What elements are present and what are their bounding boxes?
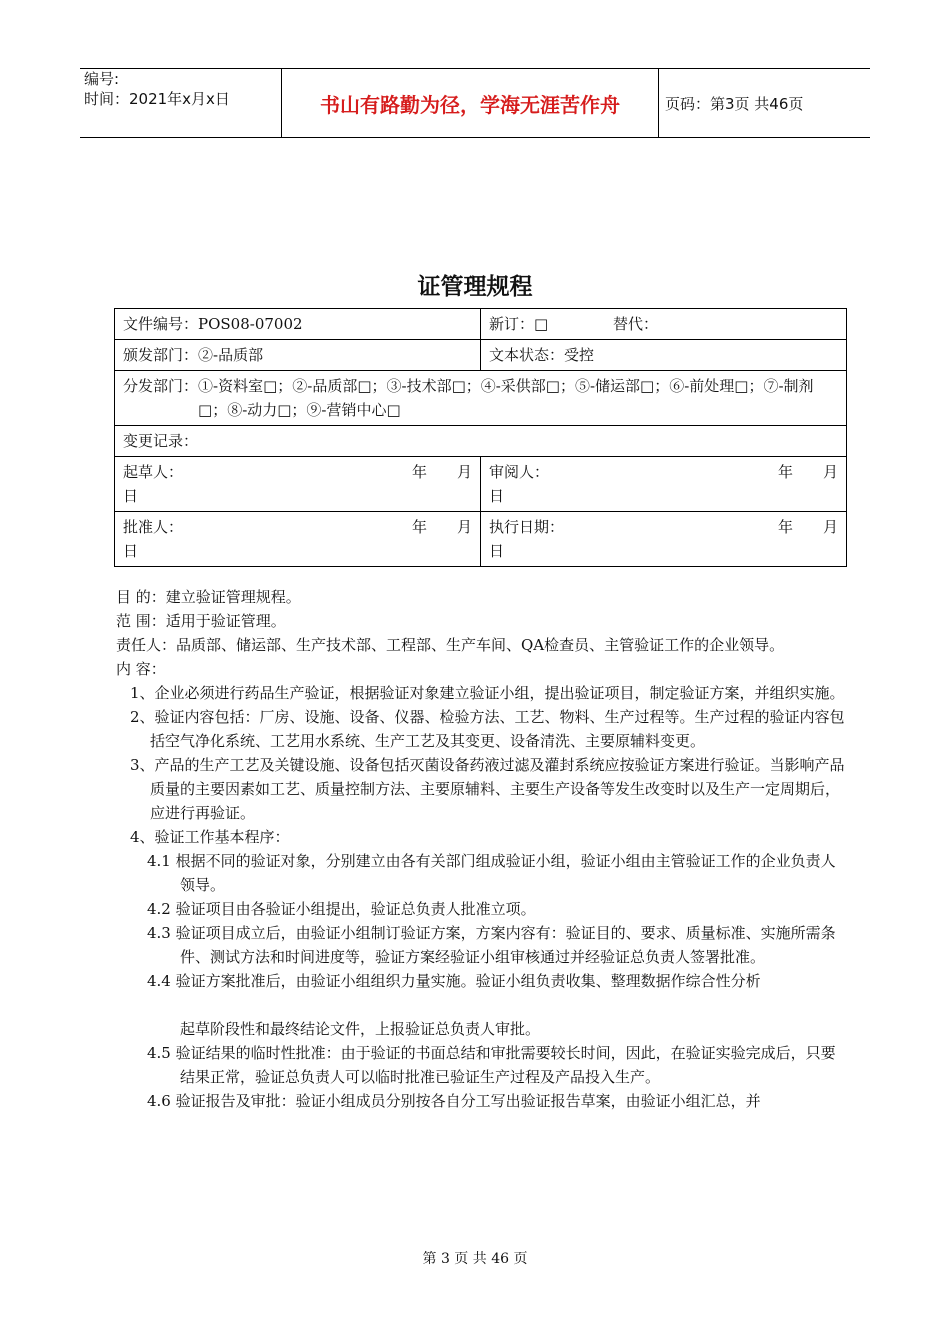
month-label: 月: [822, 518, 838, 536]
reviewer-label: 审阅人：: [489, 463, 550, 481]
approver-cell: [115, 512, 481, 567]
doc-number-cell: 文件编号：POS08-07002: [115, 309, 481, 340]
item-2: 2、验证内容包括：厂房、设施、设备、仪器、检验方法、工艺、物料、生产过程等。生产过程的验证内容包括空气净化系统、工艺用水系统、生产工艺及其变更、设备清洗、主要原辅料变更。: [130, 708, 845, 750]
year-label: 年: [777, 463, 793, 481]
change-record-cell: 变更记录：: [115, 426, 847, 457]
year-label: 年: [777, 518, 793, 536]
year-label: 年: [411, 463, 427, 481]
revision-label: 新订：□: [489, 315, 549, 333]
header-left: [80, 69, 280, 137]
item-4-5: 4.5 验证结果的临时性批准：由于验证的书面总结和审批需要较长时间，因此，在验证实验完成后，只要结果正常，验证总负责人可以临时批准已验证生产过程及产品投入生产。: [147, 1044, 836, 1086]
month-label: 月: [456, 463, 472, 481]
document-body: [116, 585, 846, 1113]
item-4-6: 4.6 验证报告及审批：验证小组成员分别按各自分工写出验证报告草案，由验证小组汇总，并: [147, 1092, 761, 1110]
date-label: 时间：2021年x月x日: [84, 90, 230, 108]
item-1: 1、企业必须进行药品生产验证，根据验证对象建立验证小组，提出验证项目，制定验证方案，并组织实施。: [130, 684, 845, 702]
month-label: 月: [456, 518, 472, 536]
drafter-label: 起草人：: [123, 463, 184, 481]
status-cell: 文本状态：受控: [481, 340, 847, 371]
number-label: 编号:: [84, 70, 120, 88]
responsible-line: 责任人：品质部、储运部、生产技术部、工程部、生产车间、QA检查员、主管验证工作的企业领导。: [116, 636, 785, 654]
purpose-line: 目 的：建立验证管理规程。: [116, 588, 301, 606]
distribution-cell: [115, 371, 847, 426]
item-4-1: 4.1 根据不同的验证对象，分别建立由各有关部门组成验证小组，验证小组由主管验证工作的企业负责人领导。: [147, 852, 836, 894]
year-label: 年: [411, 518, 427, 536]
document-title: 证管理规程: [417, 274, 533, 300]
item-4-3: 4.3 验证项目成立后，由验证小组制订验证方案，方案内容有：验证目的、要求、质量标准、实施所需条件、测试方法和时间进度等，验证方案经验证小组审核通过并经验证总负责人签署批准。: [147, 924, 836, 966]
month-label: 月: [822, 463, 838, 481]
revision-cell: [481, 309, 847, 340]
day-label: 日: [123, 542, 139, 560]
item-4-4: 4.4 验证方案批准后，由验证小组组织力量实施。验证小组负责收集、整理数据作综合性分析: [147, 972, 761, 990]
page-footer: 第 3 页 共 46 页: [422, 1251, 528, 1267]
day-label: 日: [123, 487, 139, 505]
issuer-cell: 颁发部门：②-品质部: [115, 340, 481, 371]
replace-label: 替代：: [612, 315, 658, 333]
day-label: 日: [489, 542, 505, 560]
effective-date-cell: [481, 512, 847, 567]
item-3: 3、产品的生产工艺及关键设施、设备包括灭菌设备药液过滤及灌封系统应按验证方案进行验证。当影响产品质量的主要因素如工艺、质量控制方法、主要原辅料、主要生产设备等发生改变时以及生产一定周期后，应进行再验证。: [130, 756, 845, 822]
drafter-cell: [115, 457, 481, 512]
meta-table: [114, 308, 847, 567]
page-header: [80, 68, 870, 138]
distribution-label: 分发部门：: [123, 377, 199, 395]
header-page-info: 页码：第3页 共46页: [665, 94, 804, 113]
header-motto: 书山有路勤为径，学海无涯苦作舟: [281, 69, 659, 137]
reviewer-cell: [481, 457, 847, 512]
item-4: 4、验证工作基本程序：: [130, 828, 290, 846]
day-label: 日: [489, 487, 505, 505]
effective-date-label: 执行日期：: [489, 518, 565, 536]
approver-label: 批准人：: [123, 518, 184, 536]
distribution-value: ①-资料室□；②-品质部□；③-技术部□；④-采供部□；⑤-储运部□；⑥-前处理□；⑦-制剂□；⑧-动力□；⑨-营销中心□: [198, 377, 814, 419]
item-4-4-continued: 起草阶段性和最终结论文件，上报验证总负责人审批。: [180, 1020, 541, 1038]
scope-line: 范 围：适用于验证管理。: [116, 612, 286, 630]
item-4-2: 4.2 验证项目由各验证小组提出，验证总负责人批准立项。: [147, 900, 536, 918]
content-label: 内 容：: [116, 660, 166, 678]
